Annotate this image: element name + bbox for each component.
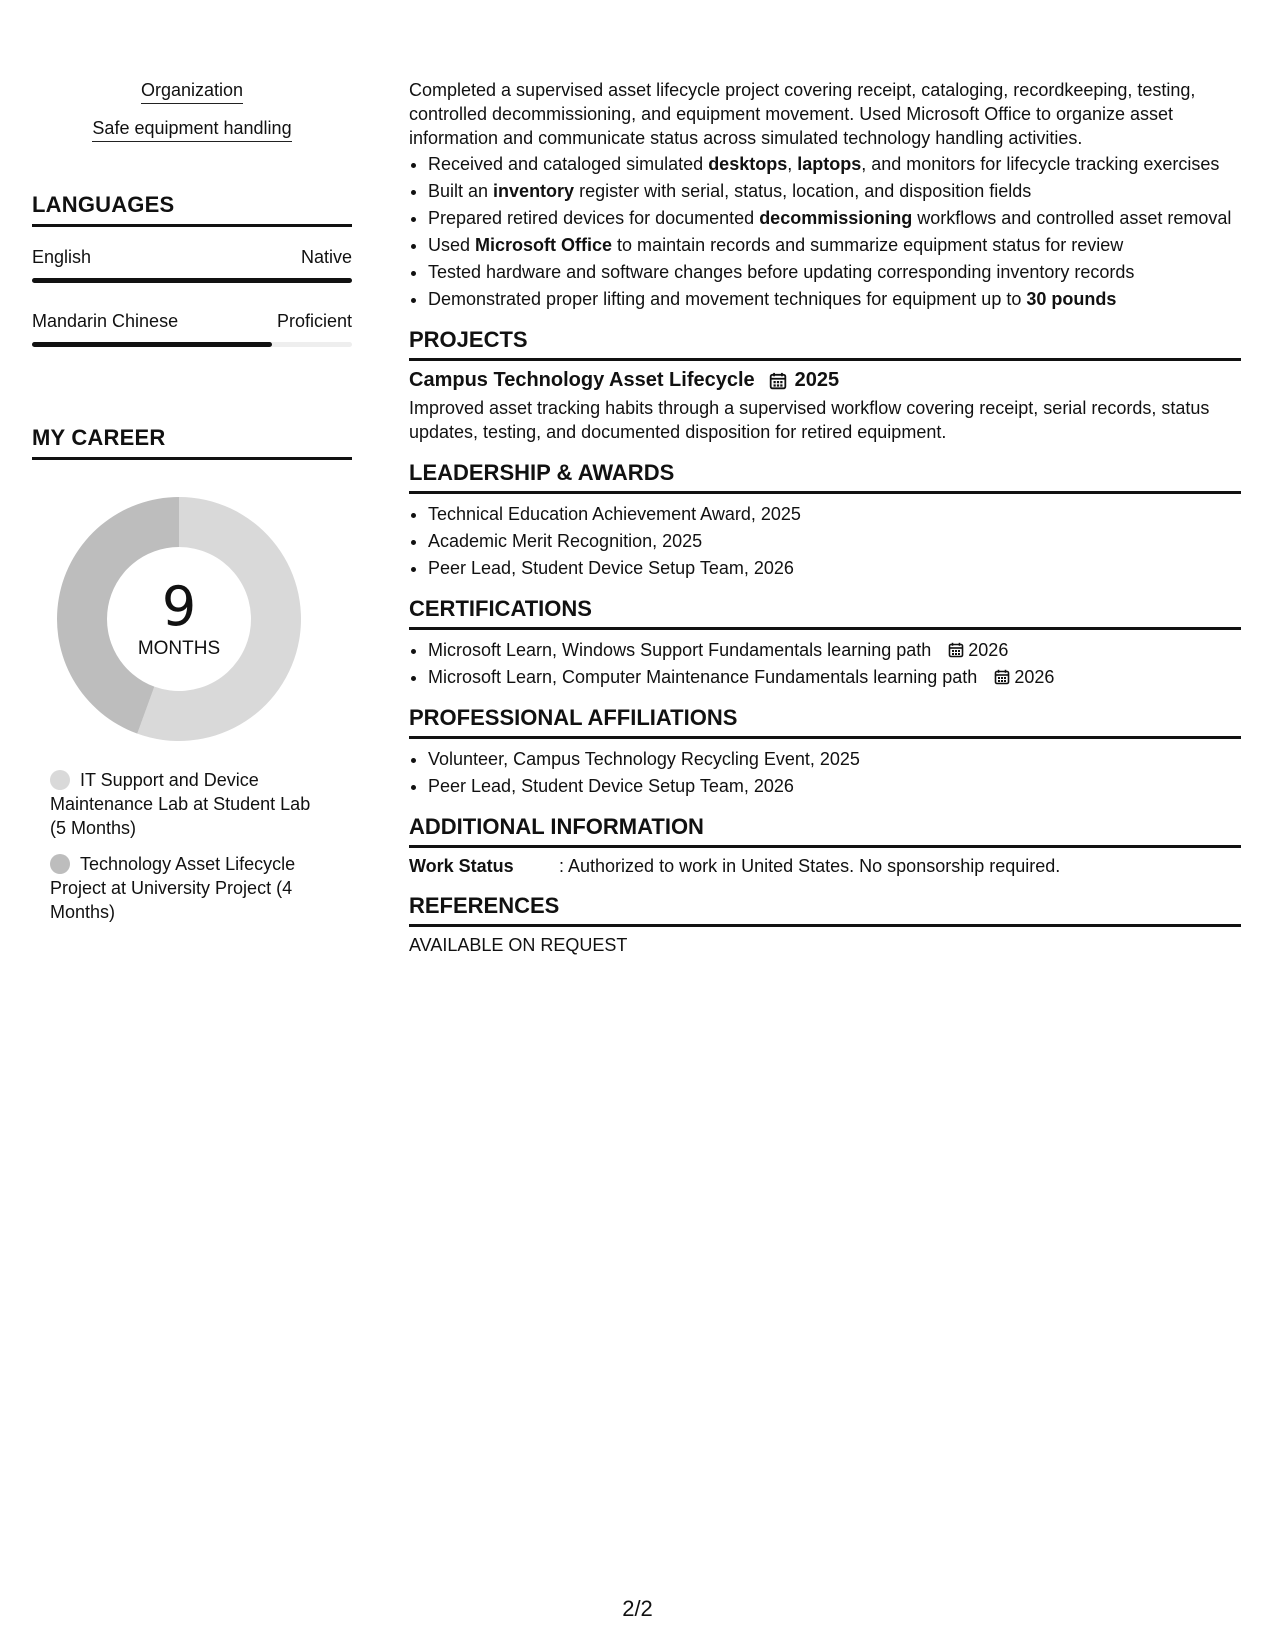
legend-item	[50, 768, 330, 840]
left-column	[32, 80, 352, 936]
calendar-icon	[948, 642, 964, 658]
bullet-text: Received and cataloged simulated	[428, 154, 709, 174]
project-description: Improved asset tracking habits through a supervised workflow covering receipt, serial records, status updates, testing, and documented disposition for retired equipment.	[409, 398, 1210, 442]
bullet-text: to maintain records and summarize equipment status for review	[612, 235, 1124, 255]
list-item: • Technical Education Achievement Award, 2025	[428, 502, 1241, 526]
legend-item	[50, 852, 330, 924]
list-item: • Volunteer, Campus Technology Recycling Event, 2025	[428, 747, 1241, 771]
work-status-value: : Authorized to work in United States. No sponsorship required.	[559, 856, 1061, 876]
bullet-text: Tested hardware and software changes before updating corresponding inventory records	[428, 262, 1135, 282]
skill-item	[32, 80, 352, 104]
experience-bullet	[428, 206, 1241, 230]
career-donut-chart	[54, 494, 304, 744]
legend-dot	[50, 854, 70, 874]
career-title: MY CAREER	[32, 425, 352, 460]
bullet-keyword: Microsoft Office	[475, 235, 613, 255]
certification-year: 2026	[1014, 667, 1055, 687]
certifications-list	[409, 638, 1241, 689]
bullet-keyword: decommissioning	[759, 208, 913, 228]
experience-bullet	[428, 152, 1241, 176]
experience-bullets	[409, 152, 1241, 311]
bullet-text: Demonstrated proper lifting and movement techniques for equipment up to	[428, 289, 1027, 309]
experience-bullet	[428, 233, 1241, 257]
bullet-keyword: 30 pounds	[1026, 289, 1117, 309]
project-name: Campus Technology Asset Lifecycle	[409, 369, 755, 391]
language-bar	[32, 342, 352, 347]
bullet-keyword: laptops	[797, 154, 862, 174]
legend-label: IT Support and Device Maintenance Lab at Student Lab (5 Months)	[50, 770, 311, 838]
bullet-text: ,	[787, 154, 798, 174]
skill-label: Safe equipment handling	[92, 118, 291, 142]
bullet-keyword: inventory	[493, 181, 575, 201]
language-bar	[32, 278, 352, 283]
list-item: • Academic Merit Recognition, 2025	[428, 529, 1241, 553]
certifications-title: CERTIFICATIONS	[409, 596, 1241, 630]
references-text: AVAILABLE ON REQUEST	[409, 935, 628, 955]
projects-title: PROJECTS	[409, 327, 1241, 361]
certification-name: Microsoft Learn, Windows Support Fundamentals learning path	[428, 640, 932, 660]
work-status-label: Work Status	[409, 856, 514, 876]
career-total-value: 9	[161, 575, 197, 638]
list-item	[428, 665, 1241, 689]
leadership-list	[409, 502, 1241, 580]
certification-name: Microsoft Learn, Computer Maintenance Fundamentals learning path	[428, 667, 978, 687]
language-bar-fill	[32, 278, 352, 283]
language-row	[32, 311, 352, 347]
references-title: REFERENCES	[409, 893, 1241, 927]
project-heading	[409, 369, 1241, 392]
bullet-text: Prepared retired devices for documented	[428, 208, 760, 228]
additional-title: ADDITIONAL INFORMATION	[409, 814, 1241, 848]
language-name: English	[32, 247, 92, 267]
experience-intro: Completed a supervised asset lifecycle project covering receipt, cataloging, recordkeeping, testing, controlled decommissioning, and equipment movement. Used Microsoft Office to organize asset information and communicate status across simulated technology handling activities.	[409, 80, 1196, 148]
bullet-keyword: desktops	[708, 154, 788, 174]
legend-label: Technology Asset Lifecycle Project at University Project (4 Months)	[50, 854, 296, 922]
experience-bullet	[428, 179, 1241, 203]
languages-title: LANGUAGES	[32, 192, 352, 227]
calendar-icon	[994, 669, 1010, 685]
career-total-unit: MONTHS	[137, 638, 221, 659]
certification-year: 2026	[968, 640, 1009, 660]
calendar-icon	[769, 372, 787, 390]
career-legend	[32, 768, 330, 924]
career-section	[32, 425, 352, 924]
bullet-text: register with serial, status, location, and disposition fields	[574, 181, 1032, 201]
experience-bullet	[428, 287, 1241, 311]
language-name: Mandarin Chinese	[32, 311, 179, 331]
bullet-text: Built an	[428, 181, 494, 201]
work-status-row	[409, 856, 1241, 877]
page-number: 2/2	[622, 1596, 653, 1621]
language-bar-fill	[32, 342, 272, 347]
list-item: • Peer Lead, Student Device Setup Team, 2026	[428, 556, 1241, 580]
legend-dot	[50, 770, 70, 790]
right-column	[409, 78, 1241, 956]
bullet-text: Used	[428, 235, 476, 255]
language-level: Native	[300, 247, 352, 267]
leadership-title: LEADERSHIP & AWARDS	[409, 460, 1241, 494]
language-level: Proficient	[276, 311, 352, 331]
project-year: 2025	[794, 369, 840, 391]
skill-item	[32, 118, 352, 142]
languages-section	[32, 192, 352, 347]
affiliations-title: PROFESSIONAL AFFILIATIONS	[409, 705, 1241, 739]
bullet-text: , and monitors for lifecycle tracking exercises	[861, 154, 1220, 174]
affiliations-list	[409, 747, 1241, 798]
list-item	[428, 638, 1241, 662]
list-item: • Peer Lead, Student Device Setup Team, 2026	[428, 774, 1241, 798]
language-row	[32, 247, 352, 283]
experience-bullet	[428, 260, 1241, 284]
skill-label: Organization	[141, 80, 243, 104]
bullet-text: workflows and controlled asset removal	[912, 208, 1232, 228]
